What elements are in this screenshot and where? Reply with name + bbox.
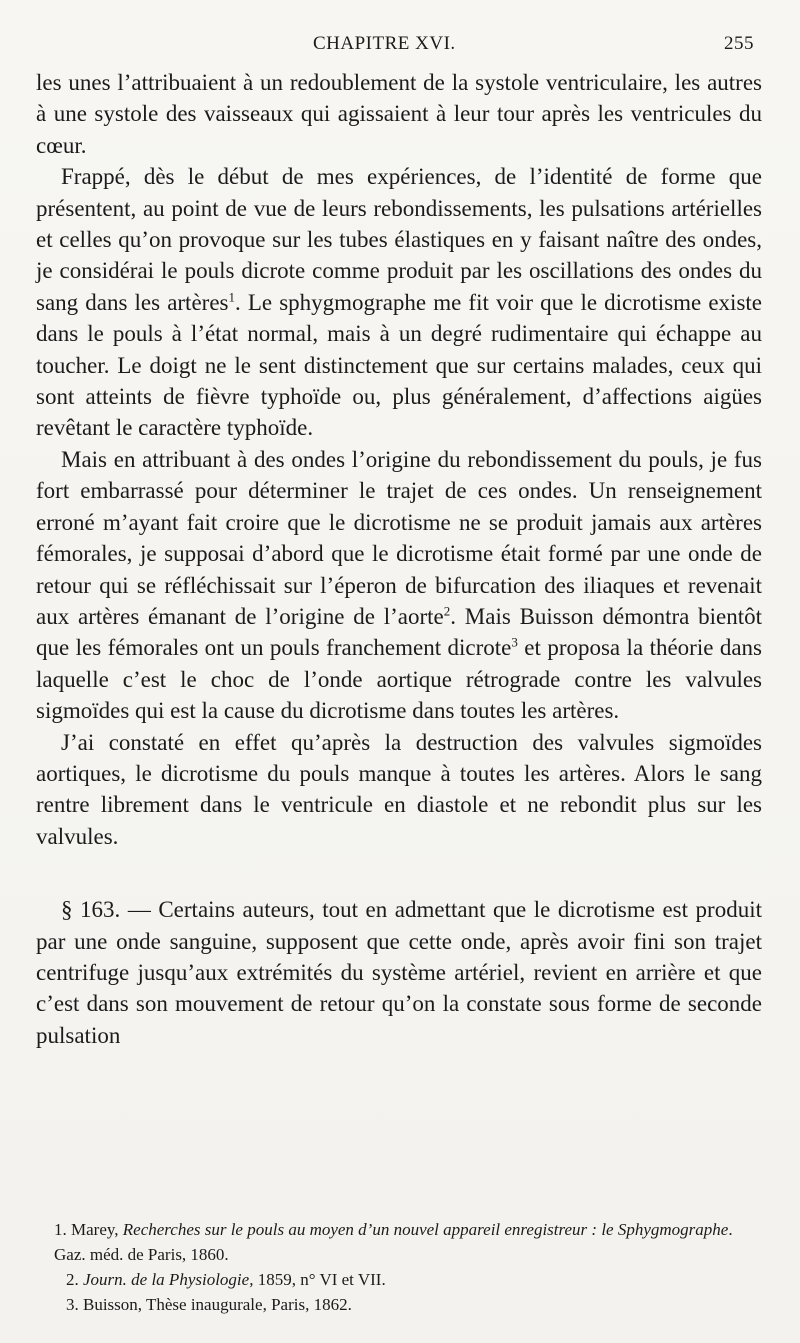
paragraph-2-text-a: Frappé, dès le début de mes expériences, de l’identité de forme que présentent, au point de vue de leurs rebondissements, les pulsations artérielles et celles qu’on provoque sur les tubes élastiques en y faisant naître des ondes, je considérai le pouls dicrote comme produit par les oscillations des ondes du sang dans les artères (36, 164, 762, 315)
paragraph-2 (36, 161, 762, 444)
paragraph-section-163-text: — Certains auteurs, tout en admettant que le dicrotisme est produit par une onde sanguine, supposent que cette onde, après avoir fini son trajet centrifuge jusqu’aux extrémités du système artériel, revient en arrière et que c’est dans son mouvement de retour qu’on la constate sous forme de seconde pulsation (36, 897, 762, 1048)
running-header (36, 30, 756, 60)
paragraph-4 (36, 727, 762, 853)
section-gap (36, 852, 762, 894)
paragraph-3-text-c: et proposa la théorie dans laquelle c’est le choc de l’onde aortique rétrograde contre les valvules sigmoïdes qui est la cause du dicrotisme dans toutes les artères. (36, 635, 763, 724)
paragraph-2-text-b: . Le sphygmographe me fit voir que le dicrotisme existe dans le pouls à l’état normal, mais à un degré rudimentaire qui échappe au toucher. Le doigt ne le sent distinctement que sur certains malades, ceux qui sont atteints de fièvre typhoïde ou, plus généralement, d’affections aigües revêtant le caractère typhoïde. (36, 289, 762, 441)
footnote-3 (46, 1292, 764, 1317)
footnote-2-title: Journ. de la Physiologie, (78, 1270, 254, 1289)
footnotes (46, 1217, 764, 1317)
paragraph-section-163 (36, 894, 762, 1051)
footnote-1-title: Recherches sur le pouls au moyen d’un nouvel appareil enregistreur : le Sphygmographe (122, 1220, 729, 1239)
footnote-ref-2: 2 (443, 603, 451, 619)
footnote-1-number: 1. (54, 1220, 67, 1239)
paragraph-3-text-b: . Mais Buisson démontra bientôt que les fémorales ont un pouls franchement dicrote (36, 603, 763, 661)
footnote-2-source: 1859, n° VI et VII. (253, 1270, 386, 1289)
paragraph-3 (36, 444, 762, 727)
body-text (36, 67, 762, 1051)
footnote-3-number: 3. (66, 1295, 79, 1314)
paragraph-1 (36, 67, 762, 161)
paragraph-1-text: les unes l’attribuaient à un redoublement de la systole ventriculaire, les autres à une systole des vaisseaux qui agissaient à leur tour après les ventricules du cœur. (36, 70, 762, 158)
footnote-2 (46, 1267, 764, 1292)
footnote-2-number: 2. (66, 1270, 79, 1289)
paragraph-3-text-a: Mais en attribuant à des ondes l’origine du rebondissement du pouls, je fus fort embarrassé pour déterminer le trajet de ces ondes. Un renseignement erroné m’ayant fait croire que le dicrotisme ne se produit jamais aux artères fémorales, je supposai d’abord que le dicrotisme était formé par une onde de retour qui se réfléchissait sur l’éperon de bifurcation des iliaques et revenait aux artères émanant de l’origine de l’aorte (36, 446, 762, 629)
page-number: 255 (724, 33, 754, 54)
paragraph-4-text: J’ai constaté en effet qu’après la destruction des valvules sigmoïdes aortiques, le dicrotisme du pouls manque à toutes les artères. Alors le sang rentre librement dans le ventricule en diastole et ne rebondit plus sur les valvules. (36, 729, 762, 849)
footnote-ref-3: 3 (511, 634, 518, 650)
footnote-1 (46, 1217, 764, 1267)
footnote-1-source: . Gaz. méd. de Paris, 1860. (54, 1220, 733, 1264)
footnote-ref-1: 1 (228, 289, 235, 305)
footnote-1-author: Marey, (66, 1220, 123, 1239)
section-number: § 163. (61, 897, 121, 923)
footnote-3-source: Buisson, Thèse inaugurale, Paris, 1862. (78, 1295, 352, 1314)
running-title: CHAPITRE XVI. (313, 33, 456, 54)
